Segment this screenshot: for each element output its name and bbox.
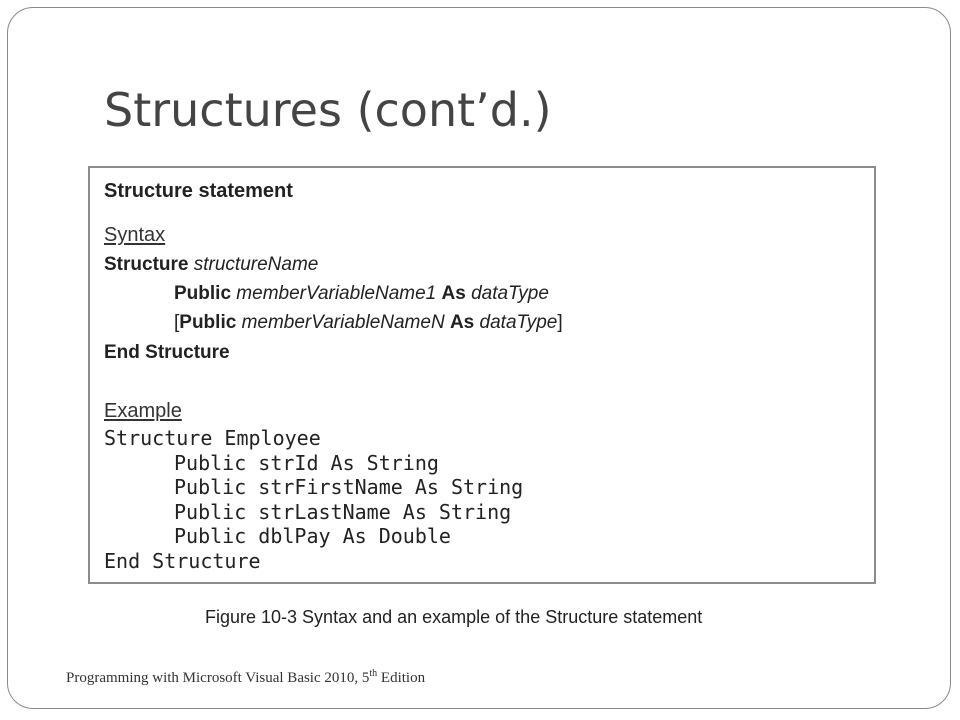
- footer-superscript: th: [369, 668, 378, 679]
- figure-heading: Structure statement: [104, 180, 293, 202]
- footer-text: [66, 670, 425, 687]
- syntax-token: [: [174, 312, 180, 333]
- code-line: Public dblPay As Double: [174, 524, 451, 548]
- syntax-line: [174, 283, 549, 305]
- syntax-line: [104, 342, 230, 364]
- code-line: End Structure: [104, 549, 261, 573]
- syntax-line: [104, 254, 318, 276]
- syntax-token: memberVariableNameN: [241, 312, 450, 333]
- code-line: Public strFirstName As String: [174, 475, 524, 499]
- syntax-token: Structure: [104, 254, 194, 275]
- syntax-token: Public: [179, 312, 242, 333]
- syntax-token: As: [441, 283, 472, 304]
- syntax-line: [174, 312, 563, 334]
- syntax-token: End Structure: [104, 342, 230, 363]
- example-label: Example: [104, 400, 182, 422]
- syntax-token: Public: [174, 283, 237, 304]
- footer-text-main: Programming with Microsoft Visual Basic 2010, 5: [66, 670, 370, 686]
- syntax-label: Syntax: [104, 224, 166, 246]
- footer-text-end: Edition: [377, 670, 426, 686]
- code-line: Structure Employee: [104, 426, 321, 450]
- figure-box: [88, 166, 876, 584]
- code-line: Public strLastName As String: [174, 500, 512, 524]
- figure-caption: Figure 10-3 Syntax and an example of the Structure statement: [205, 607, 703, 627]
- syntax-token: structureName: [193, 254, 319, 275]
- code-line: Public strId As String: [174, 451, 439, 475]
- syntax-token: ]: [557, 312, 563, 333]
- syntax-token: memberVariableName1: [236, 283, 442, 304]
- syntax-token: dataType: [479, 312, 558, 333]
- syntax-token: As: [449, 312, 480, 333]
- slide-title: Structures (cont’d.): [104, 83, 552, 137]
- syntax-token: dataType: [471, 283, 549, 304]
